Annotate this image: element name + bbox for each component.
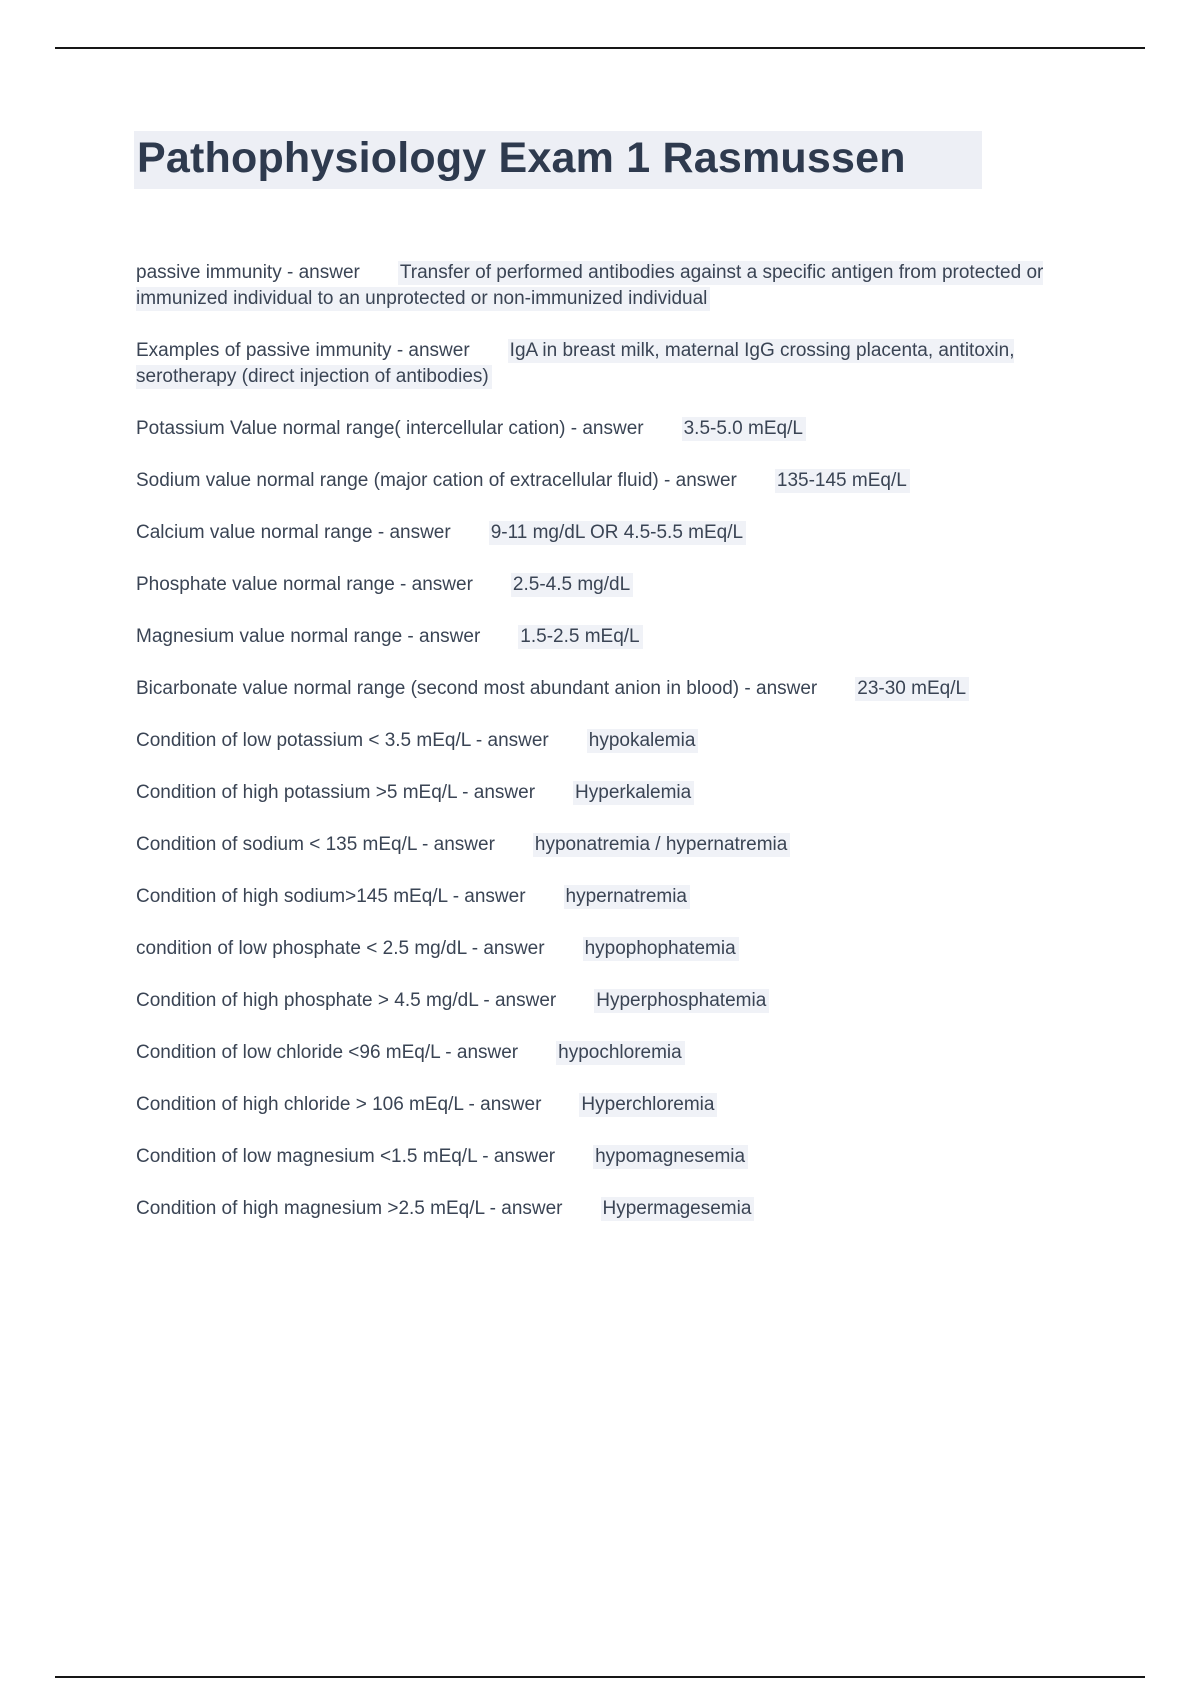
qa-prompt: Condition of high phosphate > 4.5 mg/dL - answer xyxy=(136,990,557,1011)
qa-prompt: Condition of high potassium >5 mEq/L - answer xyxy=(136,782,536,803)
bottom-rule xyxy=(55,1676,1145,1678)
qa-list xyxy=(136,260,1066,1248)
qa-answer: Hypermagesemia xyxy=(601,1197,755,1221)
qa-paragraph xyxy=(136,780,1066,806)
qa-answer: hypochloremia xyxy=(556,1041,685,1065)
qa-paragraph xyxy=(136,988,1066,1014)
qa-answer: 23-30 mEq/L xyxy=(855,677,969,701)
qa-prompt: Bicarbonate value normal range (second most abundant anion in blood) - answer xyxy=(136,678,818,699)
qa-answer: 1.5-2.5 mEq/L xyxy=(518,625,642,649)
qa-prompt: Condition of high chloride > 106 mEq/L - answer xyxy=(136,1094,542,1115)
top-rule xyxy=(55,47,1145,49)
qa-answer: Hyperkalemia xyxy=(573,781,694,805)
qa-answer: IgA in breast milk, maternal IgG crossing placenta, antitoxin, serotherapy (direct injection of antibodies) xyxy=(136,340,1015,387)
qa-answer: 135-145 mEq/L xyxy=(775,469,910,493)
qa-prompt: Condition of low potassium < 3.5 mEq/L - answer xyxy=(136,730,549,751)
qa-prompt: Magnesium value normal range - answer xyxy=(136,626,481,647)
qa-paragraph xyxy=(136,1144,1066,1170)
qa-paragraph xyxy=(136,624,1066,650)
qa-prompt: Examples of passive immunity - answer xyxy=(136,340,470,361)
qa-answer: hypernatremia xyxy=(564,885,690,909)
qa-answer: hypomagnesemia xyxy=(593,1145,748,1169)
qa-prompt: Condition of low magnesium <1.5 mEq/L - answer xyxy=(136,1146,556,1167)
qa-answer: 3.5-5.0 mEq/L xyxy=(682,417,806,441)
qa-paragraph xyxy=(136,936,1066,962)
qa-paragraph xyxy=(136,728,1066,754)
qa-paragraph xyxy=(136,1092,1066,1118)
qa-prompt: Condition of high magnesium >2.5 mEq/L - answer xyxy=(136,1198,563,1219)
qa-paragraph xyxy=(136,1040,1066,1066)
qa-paragraph xyxy=(136,260,1066,312)
qa-prompt: passive immunity - answer xyxy=(136,262,360,283)
qa-answer: 2.5-4.5 mg/dL xyxy=(511,573,633,597)
qa-answer: hypophophatemia xyxy=(583,937,739,961)
qa-prompt: Sodium value normal range (major cation of extracellular fluid) - answer xyxy=(136,470,737,491)
qa-paragraph xyxy=(136,468,1066,494)
qa-paragraph xyxy=(136,572,1066,598)
qa-paragraph xyxy=(136,1196,1066,1222)
page-title xyxy=(134,134,1074,183)
qa-paragraph xyxy=(136,520,1066,546)
qa-prompt: Calcium value normal range - answer xyxy=(136,522,451,543)
qa-answer: 9-11 mg/dL OR 4.5-5.5 mEq/L xyxy=(489,521,746,545)
qa-prompt: Potassium Value normal range( intercellular cation) - answer xyxy=(136,418,644,439)
qa-paragraph xyxy=(136,884,1066,910)
qa-prompt: condition of low phosphate < 2.5 mg/dL - answer xyxy=(136,938,545,959)
qa-paragraph xyxy=(136,676,1066,702)
qa-prompt: Condition of high sodium>145 mEq/L - answer xyxy=(136,886,526,907)
qa-answer: hyponatremia / hypernatremia xyxy=(533,833,790,857)
qa-paragraph xyxy=(136,416,1066,442)
qa-prompt: Phosphate value normal range - answer xyxy=(136,574,473,595)
page-title-text: Pathophysiology Exam 1 Rasmussen xyxy=(134,131,982,189)
qa-paragraph xyxy=(136,832,1066,858)
title-block xyxy=(134,134,1074,183)
qa-answer: Hyperchloremia xyxy=(579,1093,717,1117)
qa-answer: hypokalemia xyxy=(587,729,699,753)
qa-prompt: Condition of sodium < 135 mEq/L - answer xyxy=(136,834,495,855)
qa-answer: Transfer of performed antibodies against a specific antigen from protected or immunized individual to an unprotected or non-immunized individual xyxy=(136,262,1044,309)
qa-prompt: Condition of low chloride <96 mEq/L - answer xyxy=(136,1042,519,1063)
qa-paragraph xyxy=(136,338,1066,390)
qa-answer: Hyperphosphatemia xyxy=(594,989,769,1013)
